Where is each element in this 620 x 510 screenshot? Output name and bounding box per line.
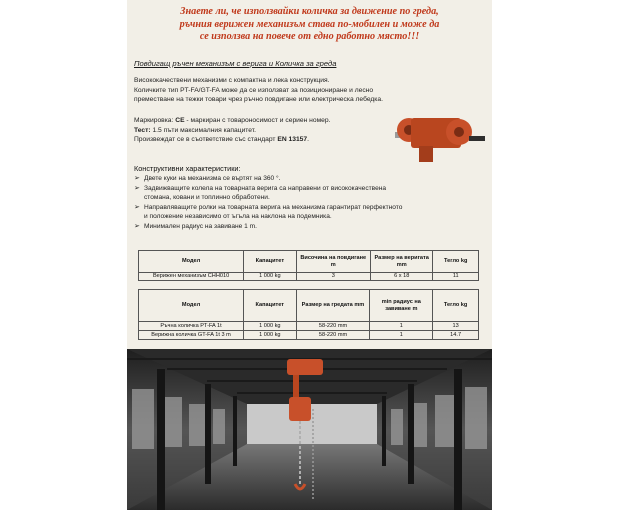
ce-mark: CE (175, 117, 185, 124)
table-cell: 1 000 kg (244, 331, 297, 340)
table-header-row (139, 251, 479, 273)
standard-end: . (307, 136, 309, 144)
trolley-hook-plate (419, 146, 433, 162)
headline-line-2: ръчния верижен механизъм става по-мобилен и може да (179, 18, 440, 30)
table-cell: Верижен механизъм CHH010 (139, 273, 244, 281)
spec-text: Задвижващите колела на товарната верига са направени от висококачествена (144, 184, 387, 192)
headline (127, 6, 492, 44)
trolley-bolt (469, 136, 485, 141)
table-cell: 1 000 kg (244, 273, 296, 281)
table-cell: 1 000 kg (244, 322, 297, 331)
warehouse-photo (127, 349, 492, 510)
table-cell: Ръчна количка PT-FA 1t (139, 322, 244, 331)
table-header-cell: Капацитет (244, 251, 296, 273)
arrow-bullet-icon: ➢ (134, 203, 140, 211)
table-cell: 58-220 mm (296, 331, 370, 340)
specs-heading: Конструктивни характеристики: (134, 164, 241, 173)
table-header-cell: Тегло kg (433, 290, 479, 322)
arrow-bullet-icon: ➢ (134, 175, 140, 182)
table-header-cell: Височина на повдигане m (296, 251, 370, 273)
test-label: Тест: (134, 126, 151, 134)
table-header-cell: Капацитет (244, 290, 297, 322)
table-cell: 13 (433, 322, 479, 331)
specs-list (134, 174, 402, 232)
hoist-trolley-on-beam (287, 359, 323, 375)
flyer-page (127, 0, 492, 510)
headline-line-3: се използва на повече от едно работно място!!! (199, 31, 420, 42)
far-end-window (247, 404, 377, 444)
table-header-cell: Размер на гредата mm (296, 290, 370, 322)
table-row (139, 322, 479, 331)
table-header-row (139, 290, 479, 322)
spec-item (134, 203, 402, 213)
table-cell: 6 x 18 (370, 273, 432, 281)
headline-line-1: Знаете ли, че използвайки количка за движение по греда, (180, 6, 439, 17)
wheel-hub-right (454, 127, 464, 137)
table-header-cell: Модел (139, 251, 244, 273)
table-header-cell: Тегло kg (433, 251, 479, 273)
table-header-cell: Размер на веригата mm (370, 251, 432, 273)
beam-trolley-image (389, 112, 489, 166)
standard-code: EN 13157 (277, 136, 308, 144)
spec-text: Направляващите ролки на товарната верига на механизма гарантират перфектното (144, 203, 403, 211)
table-cell: 14.7 (433, 331, 479, 340)
trolley-spec-table (138, 289, 479, 340)
table-row (139, 331, 479, 340)
marking-text: - маркиран с товароносимост и сериен номер. (184, 117, 331, 124)
spec-text-continued: и положение независимо от ъгъла на наклона на подемника. (144, 213, 332, 221)
arrow-bullet-icon: ➢ (134, 222, 140, 230)
hoist-body (289, 397, 311, 421)
table-header-cell: min радиус на завиване m (370, 290, 433, 322)
intro-paragraph (134, 76, 383, 105)
standard-text: Произвеждат се в съответствие със стандарт (134, 136, 278, 144)
table-header-cell: Модел (139, 290, 244, 322)
marking-label: Маркировка: (134, 117, 174, 124)
marking-paragraph (134, 116, 330, 145)
spec-item (134, 222, 402, 232)
spec-text: Двете куки на механизма се въртят на 360 °. (144, 175, 281, 182)
table-cell: 1 (370, 322, 433, 331)
table-cell: 11 (433, 273, 479, 281)
intro-line-1: Висококачествени механизми с компактна и лека конструкция. (134, 77, 330, 84)
section-subtitle: Повдигащ ръчен механизъм с верига и Количка за греда (134, 59, 337, 68)
arrow-bullet-icon: ➢ (134, 184, 140, 192)
spec-item (134, 184, 402, 194)
hoist-spec-table (138, 250, 479, 281)
table-row (139, 273, 479, 281)
intro-line-2: Количките тип PT-FA/GT-FA може да се използват за позициониране и лесно (134, 86, 374, 94)
spec-text-continued: стомана, ковани и топлинно обработени. (144, 194, 270, 202)
table-cell: 3 (296, 273, 370, 281)
table-cell: 1 (370, 331, 433, 340)
table-cell: 58-220 mm (296, 322, 370, 331)
spec-text: Минимален радиус на завиване 1 m. (144, 222, 257, 230)
spec-item (134, 174, 402, 184)
test-text: 1.5 пъти максималния капацитет. (150, 126, 256, 134)
table-cell: Верижна количка GT-FA 1t 3 m (139, 331, 244, 340)
intro-line-3: преместване на тежки товари чрез ръчно повдигане или електрическа лебедка. (134, 96, 383, 104)
